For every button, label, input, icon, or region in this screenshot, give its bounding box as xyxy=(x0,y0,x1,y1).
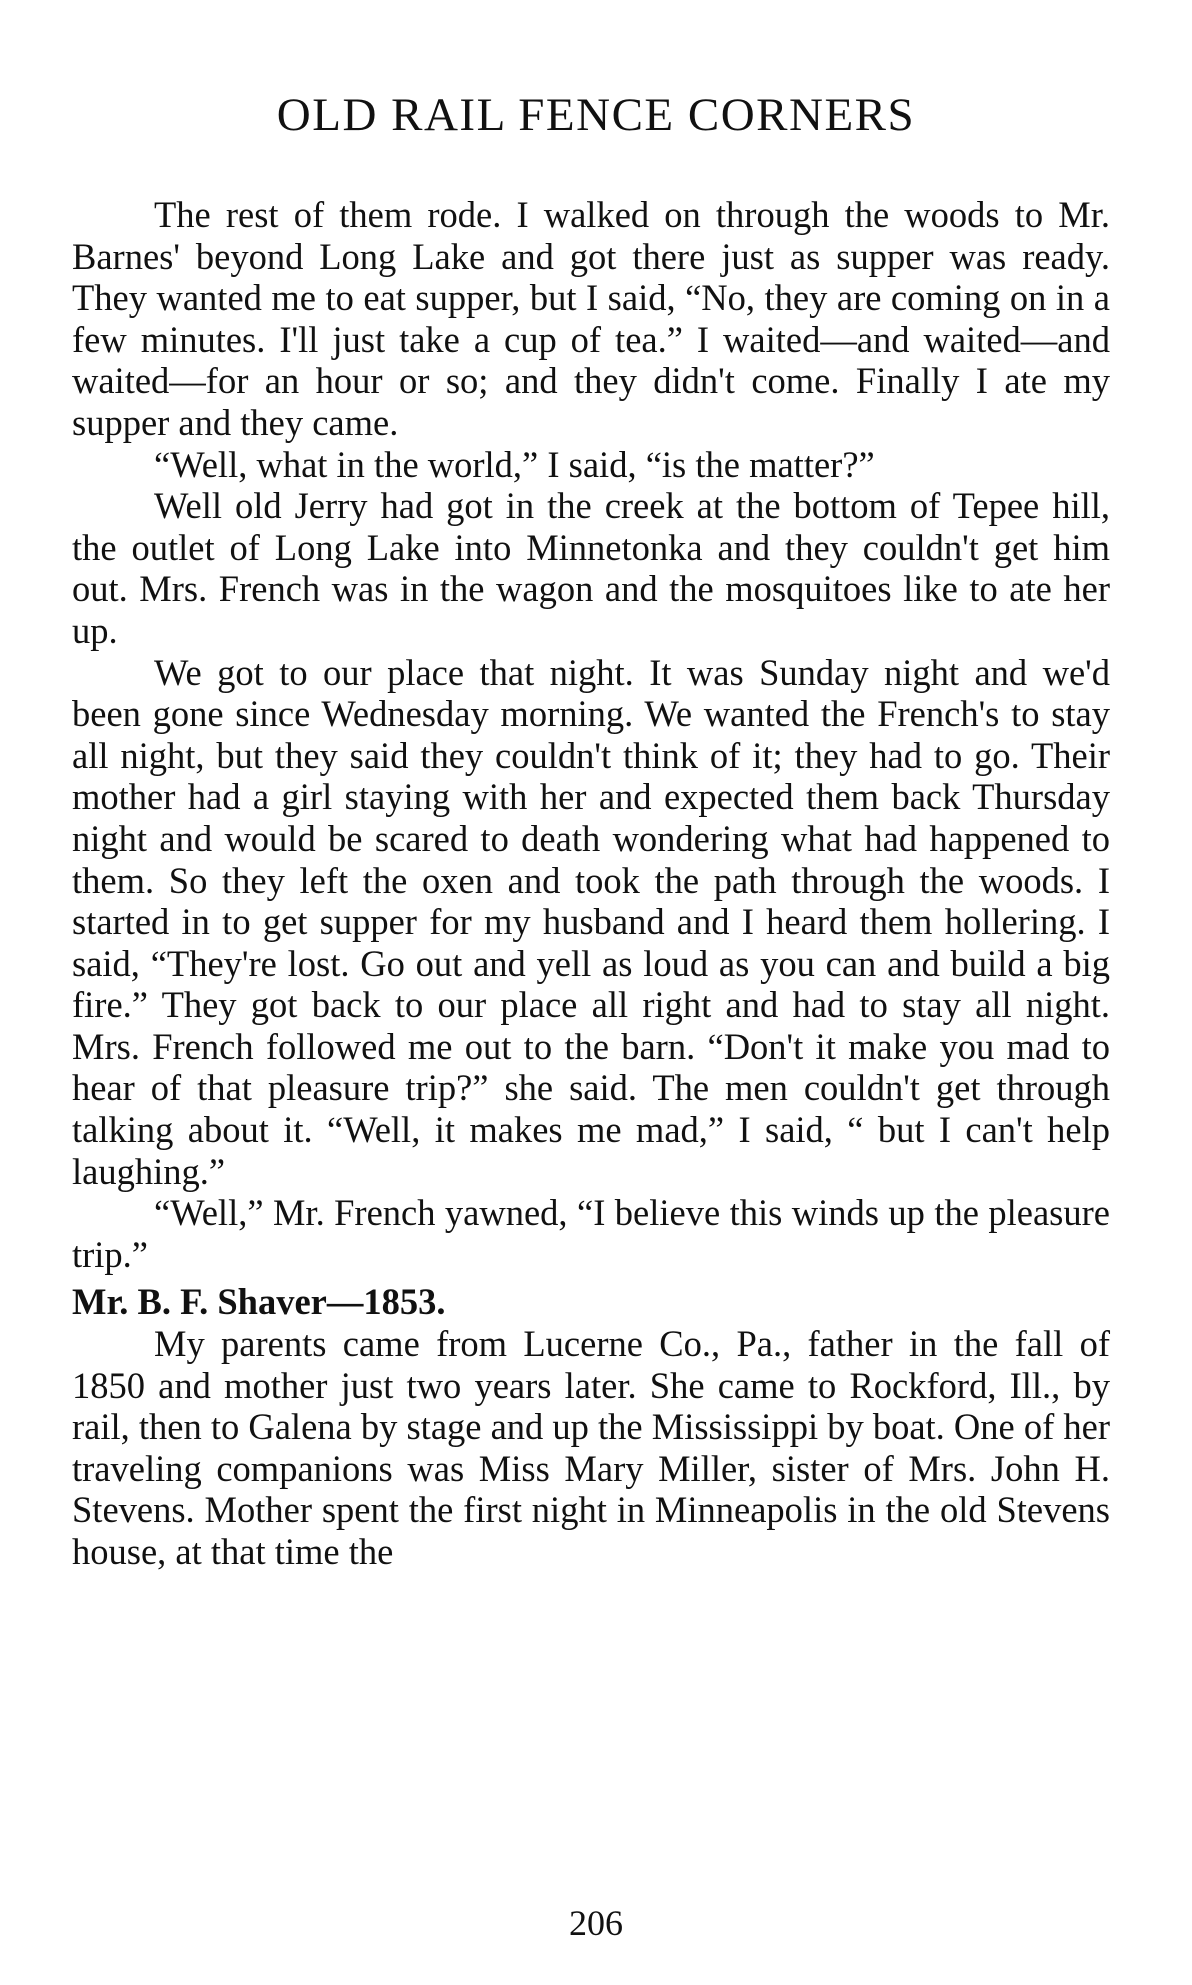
page-number: 206 xyxy=(569,1903,623,1943)
paragraph-pleasure-trip-end: “Well,” Mr. French yawned, “I believe this winds up the pleasure trip.” xyxy=(72,1192,1110,1275)
body-text xyxy=(72,194,1110,1573)
paragraph-return-home: We got to our place that night. It was Sunday night and we'd been gone since Wednesday morning. We wanted the French's to stay all night, but they said they couldn't think of it; they had to go. Their mother had a girl staying with her and expected them back Thursday night and would be scared to death wondering what had happened to them. So they left the oxen and took the path through the woods. I started in to get supper for my husband and I heard them hollering. I said, “They're lost. Go out and yell as loud as you can and build a big fire.” They got back to our place all right and had to stay all night. Mrs. French followed me out to the barn. “Don't it make you mad to hear of that pleasure trip?” she said. The men couldn't get through talking about it. “Well, it makes me mad,” I said, “ but I can't help laughing.” xyxy=(72,651,1110,1192)
paragraph-jerry-in-creek: Well old Jerry had got in the creek at the bottom of Tepee hill, the outlet of Long Lake into Minnetonka and they couldn't get him out. Mrs. French was in the wagon and the mosquitoes like to ate her up. xyxy=(72,485,1110,651)
running-title: OLD RAIL FENCE CORNERS xyxy=(276,89,916,141)
paragraph-whats-the-matter: “Well, what in the world,” I said, “is the matter?” xyxy=(154,443,875,485)
section-heading: Mr. B. F. Shaver—1853. xyxy=(72,1281,446,1323)
paragraph-shaver-parents: My parents came from Lucerne Co., Pa., father in the fall of 1850 and mother just two years later. She came to Rockford, Ill., by rail, then to Galena by stage and up the Mississippi by boat. One of her traveling companions was Miss Mary Miller, sister of Mrs. John H. Stevens. Mother spent the first night in Minneapolis in the old Stevens house, at that time the xyxy=(72,1323,1111,1572)
paragraph-walk-to-barnes: The rest of them rode. I walked on through the woods to Mr. Barnes' beyond Long Lake and got there just as supper was ready. They wanted me to eat supper, but I said, “No, they are coming on in a few minutes. I'll just take a cup of tea.” I waited—and waited—and waited—for an hour or so; and they didn't come. Finally I ate my supper and they came. xyxy=(72,194,1110,443)
